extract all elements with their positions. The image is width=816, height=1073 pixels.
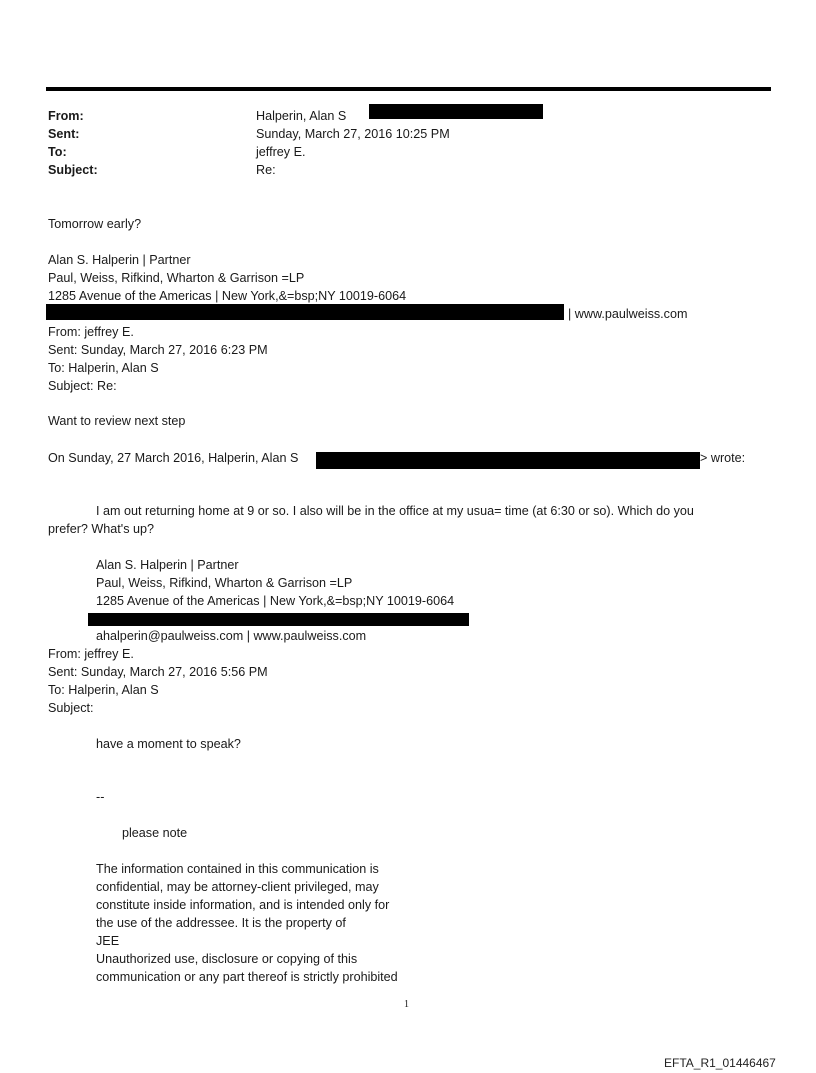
subject-label: Subject: bbox=[48, 163, 98, 177]
signature-address: 1285 Avenue of the Americas | New York,&=bsp;NY 10019-6064 bbox=[96, 594, 455, 608]
signature-separator: -- bbox=[96, 790, 105, 804]
quote-attribution: On Sunday, 27 March 2016, Halperin, Alan S bbox=[48, 451, 299, 465]
message-body: Tomorrow early? bbox=[48, 217, 142, 231]
document-id: EFTA_R1_01446467 bbox=[664, 1056, 776, 1070]
please-note: please note bbox=[122, 826, 188, 840]
redaction-from-email bbox=[369, 104, 543, 119]
message-body-line1: I am out returning home at 9 or so. I also will be in the office at my usua= time (at 6:30 or so). Which do you bbox=[96, 504, 694, 518]
disclaimer-line: Unauthorized use, disclosure or copying of this bbox=[96, 952, 358, 966]
disclaimer-line: the use of the addressee. It is the property of bbox=[96, 916, 346, 930]
quoted-body: have a moment to speak? bbox=[96, 737, 241, 751]
signature-firm: Paul, Weiss, Rifkind, Wharton & Garrison =LP bbox=[48, 271, 305, 285]
signature-email: ahalperin@paulweiss.com | www.paulweiss.com bbox=[96, 629, 367, 643]
page-number: 1 bbox=[404, 999, 409, 1010]
to-value: jeffrey E. bbox=[256, 145, 306, 159]
quote-wrote: > wrote: bbox=[700, 451, 746, 465]
signature-name: Alan S. Halperin | Partner bbox=[48, 253, 191, 267]
redaction-contact-line bbox=[46, 304, 564, 320]
from-value: Halperin, Alan S bbox=[256, 109, 347, 123]
quoted-subject: Subject: bbox=[48, 701, 94, 715]
redaction-contact-line bbox=[88, 613, 469, 626]
to-label: To: bbox=[48, 145, 67, 159]
sent-label: Sent: bbox=[48, 127, 80, 141]
disclaimer-line: constitute inside information, and is intended only for bbox=[96, 898, 390, 912]
message-body-line2: prefer? What's up? bbox=[48, 522, 155, 536]
header-divider bbox=[46, 87, 771, 91]
redaction-attribution-email bbox=[316, 452, 700, 469]
quoted-from: From: jeffrey E. bbox=[48, 647, 134, 661]
signature-name: Alan S. Halperin | Partner bbox=[96, 558, 239, 572]
quoted-body: Want to review next step bbox=[48, 414, 186, 428]
disclaimer-line: JEE bbox=[96, 934, 120, 948]
signature-website: | www.paulweiss.com bbox=[568, 307, 688, 321]
quoted-sent: Sent: Sunday, March 27, 2016 6:23 PM bbox=[48, 343, 268, 357]
disclaimer-line: The information contained in this communication is bbox=[96, 862, 379, 876]
quoted-sent: Sent: Sunday, March 27, 2016 5:56 PM bbox=[48, 665, 268, 679]
quoted-from: From: jeffrey E. bbox=[48, 325, 134, 339]
quoted-subject: Subject: Re: bbox=[48, 379, 117, 393]
subject-value: Re: bbox=[256, 163, 276, 177]
signature-address: 1285 Avenue of the Americas | New York,&=bsp;NY 10019-6064 bbox=[48, 289, 407, 303]
signature-firm: Paul, Weiss, Rifkind, Wharton & Garrison =LP bbox=[96, 576, 353, 590]
quoted-to: To: Halperin, Alan S bbox=[48, 361, 159, 375]
from-label: From: bbox=[48, 109, 84, 123]
quoted-to: To: Halperin, Alan S bbox=[48, 683, 159, 697]
disclaimer-line: communication or any part thereof is strictly prohibited bbox=[96, 970, 398, 984]
disclaimer-line: confidential, may be attorney-client privileged, may bbox=[96, 880, 379, 894]
sent-value: Sunday, March 27, 2016 10:25 PM bbox=[256, 127, 450, 141]
